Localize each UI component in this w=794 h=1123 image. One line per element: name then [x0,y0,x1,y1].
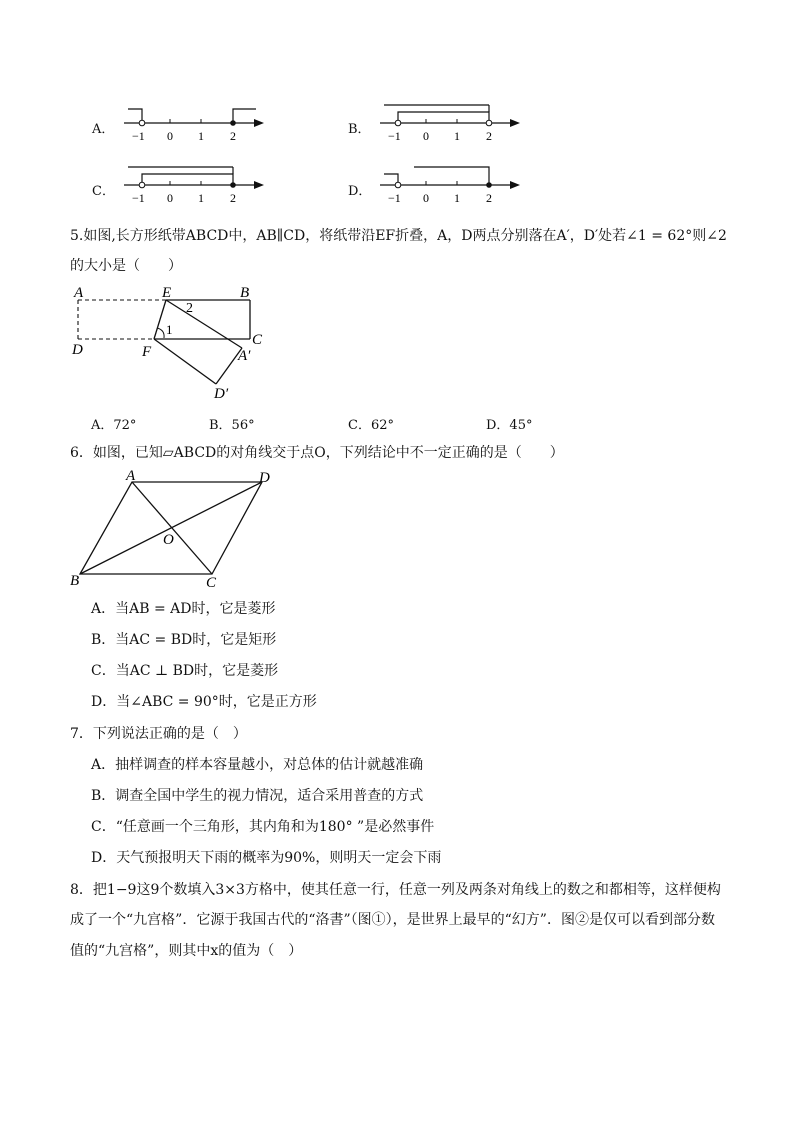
q6-option-d[interactable]: D．当∠ABC = 90°时，它是正方形 [91,694,317,710]
tick-label: 2 [230,191,236,205]
tick-label: −1 [388,191,401,205]
tick-label: −1 [132,129,145,143]
q4-option-c-number-line [118,162,268,212]
q4-option-a-label: A． [92,122,115,137]
label-F: F [142,344,152,360]
tick-label: 1 [198,191,204,205]
tick-label: 1 [454,129,460,143]
tick-label: 1 [454,191,460,205]
q7-option-b[interactable]: B．调查全国中学生的视力情况，适合采用普查的方式 [91,788,424,804]
label-E: E [162,285,172,301]
label-angle-2: 2 [186,301,193,316]
q8-stem-line3: 值的“九宫格”，则其中x的值为（ ） [70,943,303,959]
q7-option-a[interactable]: A．抽样调查的样本容量越小，对总体的估计就越准确 [91,757,424,773]
label-C: C [252,332,263,348]
tick-label: 1 [198,129,204,143]
q4-option-b-number-line [374,100,524,150]
q4-option-b-label: B． [348,122,371,137]
tick-label: 2 [486,191,492,205]
tick-label: 0 [167,191,173,205]
label-C: C [206,575,217,591]
q4-option-d-label: D． [348,184,372,199]
q6-parallelogram-figure [66,468,286,594]
q5-option-c[interactable]: C．62° [348,418,394,433]
tick-label: −1 [132,191,145,205]
q5-option-b[interactable]: B．56° [209,418,255,433]
tick-label: 0 [423,129,429,143]
q4-option-d-number-line [374,162,524,212]
label-D-prime: D′ [214,386,229,402]
label-O: O [163,532,174,548]
q7-option-d[interactable]: D．天气预报明天下雨的概率为90%，则明天一定会下雨 [91,850,442,866]
q5-stem-line1: 5.如图,长方形纸带ABCD中，AB∥CD，将纸带沿EF折叠，A，D两点分别落在A′，D′处若∠1 = 62°则∠2 [70,228,727,244]
q4-option-c-label: C． [92,184,115,199]
q5-folding-figure [66,282,286,402]
q8-stem-line1: 8．把1−9这9个数填入3×3方格中，使其任意一行，任意一列及两条对角线上的数之和都相等，这样便构 [70,882,721,898]
q6-option-c[interactable]: C．当AC ⊥ BD时，它是菱形 [91,663,279,679]
tick-label: 2 [230,129,236,143]
q8-stem-line2: 成了一个“九宫格”．它源于我国古代的“洛書”（图①），是世界上最早的“幻方”．图②是仅可以看到部分数 [70,912,715,928]
label-angle-1: 1 [166,322,173,337]
tick-label: 0 [167,129,173,143]
q6-option-b[interactable]: B．当AC = BD时，它是矩形 [91,632,277,648]
q5-option-a[interactable]: A．72° [91,418,137,433]
q7-option-c[interactable]: C．“任意画一个三角形，其内角和为180° ”是必然事件 [91,819,435,835]
q4-option-a-number-line [118,100,268,150]
label-A: A [74,285,84,301]
tick-label: −1 [388,129,401,143]
q5-stem-line2: 的大小是（ ） [70,258,182,274]
q6-option-a[interactable]: A．当AB = AD时，它是菱形 [91,601,276,617]
q6-stem: 6．如图，已知▱ABCD的对角线交于点O，下列结论中不一定正确的是（ ） [70,445,564,461]
label-D: D [259,470,270,486]
tick-label: 2 [486,129,492,143]
label-D: D [72,342,83,358]
q5-option-d[interactable]: D．45° [486,418,533,433]
q7-stem: 7．下列说法正确的是（ ） [70,726,247,742]
tick-label: 0 [423,191,429,205]
label-B: B [70,573,80,589]
label-A-prime: A′ [238,348,251,364]
label-B: B [240,285,250,301]
label-A: A [126,468,136,484]
